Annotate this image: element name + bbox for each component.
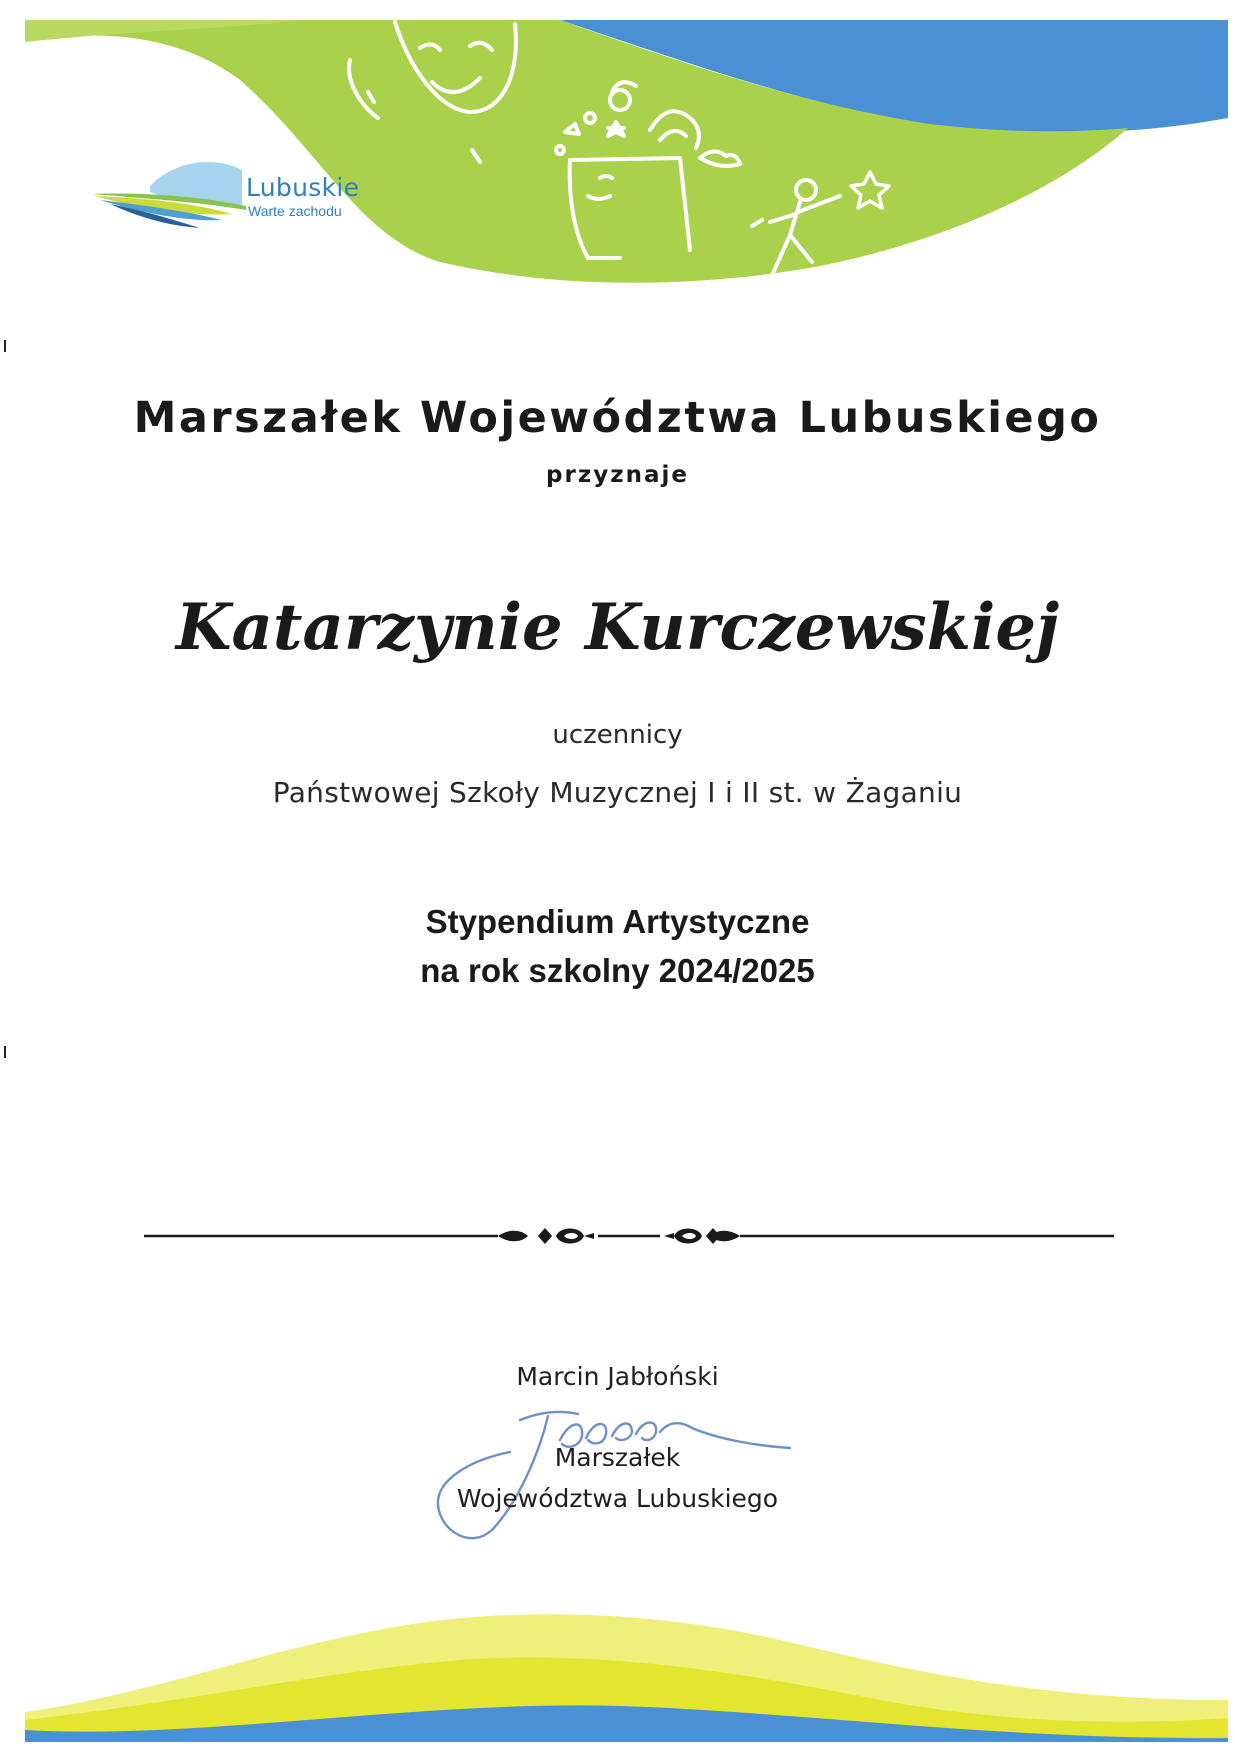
signer-name: Marcin Jabłoński	[516, 1362, 719, 1391]
blue-wave-bottom	[25, 1705, 1228, 1742]
signer-position-line1: Marszałek	[554, 1443, 681, 1472]
scan-mark	[4, 1046, 6, 1058]
award-title: Stypendium Artystyczne	[425, 903, 810, 940]
award-period: na rok szkolny 2024/2025	[420, 952, 815, 989]
recipient-name: Katarzynie Kurczewskiej	[175, 590, 1060, 665]
issuer-heading: Marszałek Województwa Lubuskiego	[133, 393, 1102, 443]
logo-name: Lubuskie	[246, 173, 360, 202]
scan-mark	[4, 340, 6, 352]
school-name: Państwowej Szkoły Muzycznej I i II st. w Żaganiu	[272, 776, 963, 809]
logo-tagline: Warte zachodu	[248, 203, 342, 219]
yellow-wave	[25, 1658, 1228, 1742]
signer-position-line2: Województwa Lubuskiego	[456, 1484, 779, 1513]
top-wave-decoration	[0, 0, 1235, 300]
lubuskie-logo-mark	[92, 162, 246, 228]
grants-verb: przyznaje	[546, 462, 689, 488]
yellow-wave-light	[25, 1614, 1228, 1742]
recipient-role: uczennicy	[552, 720, 683, 750]
